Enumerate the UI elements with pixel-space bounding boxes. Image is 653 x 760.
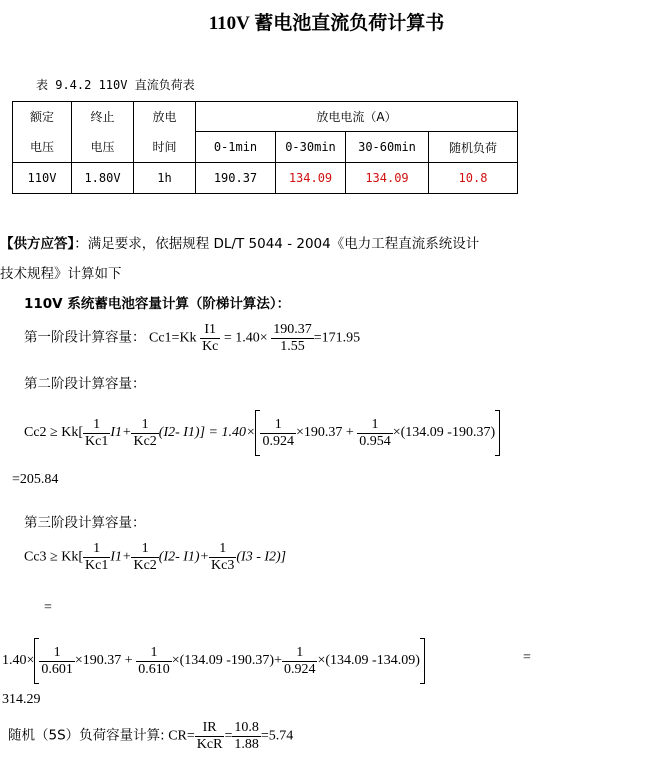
header-discharge-time: 放电 时间 <box>134 102 196 163</box>
table-caption: 表 9.4.2 110V 直流负荷表 <box>36 78 195 92</box>
stage3-result: 314.29 <box>2 692 41 707</box>
header-30-60min: 30-60min <box>346 132 429 163</box>
cell-discharge-time: 1h <box>134 163 196 194</box>
response-label: 【供方应答】 <box>0 236 75 252</box>
cell-0-30min: 134.09 <box>276 163 346 194</box>
stage3-label: 第三阶段计算容量： <box>24 515 146 531</box>
cell-rated-voltage: 110V <box>13 163 72 194</box>
header-random-load: 随机负荷 <box>429 132 518 163</box>
header-0-30min: 0-30min <box>276 132 346 163</box>
section-title: 110V 系统蓄电池容量计算（阶梯计算法）： <box>24 296 291 312</box>
header-0-1min: 0-1min <box>196 132 276 163</box>
stage2-result: =205.84 <box>12 472 59 487</box>
stage2-formula: Cc2 ≥ Kk[ $\frac{1}{Kc1}$ I1+ $\frac{1}{Kc2}$ (I2- I1)] = 1.40× $\frac{1}{0.924}$ ×190.37 + $\frac{1}{0.954}$ ×(134.09 -190.37) <box>24 410 500 456</box>
cell-30-60min: 134.09 <box>346 163 429 194</box>
cell-end-voltage: 1.80V <box>72 163 134 194</box>
stage3-expansion: 1.40× $\frac{1}{0.601}$ ×190.37 + $\frac{1}{0.610}$ ×(134.09 -190.37)+ $\frac{1}{0.924}$ ×(134.09 -134.09) <box>2 638 425 684</box>
stage2-label: 第二阶段计算容量： <box>24 376 146 392</box>
cell-0-1min: 190.37 <box>196 163 276 194</box>
header-rated-voltage: 额定 电压 <box>13 102 72 163</box>
load-table <box>12 101 518 194</box>
table-row <box>13 163 518 194</box>
page-title: 110V 蓄电池直流负荷计算书 <box>208 13 445 34</box>
response-line-2: 技术规程》计算如下 <box>0 266 122 282</box>
response-line-1: 【供方应答】：满足要求，依据规程 DL/T 5044 - 2004《电力工程直流系统设计 <box>0 236 480 252</box>
header-discharge-current: 放电电流（A） <box>196 102 518 132</box>
stage3-trailing-equals: = <box>523 650 531 665</box>
random-formula: 随机（5S）负荷容量计算: CR= $\frac{IR}{\text{KcR}}$ = $\frac{10.8}{1.88}$ =5.74 <box>8 720 294 752</box>
header-end-voltage: 终止 电压 <box>72 102 134 163</box>
stage1-formula: 第一阶段计算容量： Cc1=Kk $\frac{I1}{Kc}$ = 1.40× $\frac{190.37}{1.55}$ =171.95 <box>24 322 361 354</box>
cell-random-load: 10.8 <box>429 163 518 194</box>
stage3-formula: Cc3 ≥ Kk[ $\frac{1}{Kc1}$ I1+ $\frac{1}{Kc2}$ (I2- I1)+ $\frac{1}{Kc3}$ (I3 - I2)] <box>24 541 287 573</box>
stage3-equals: = <box>44 600 52 615</box>
